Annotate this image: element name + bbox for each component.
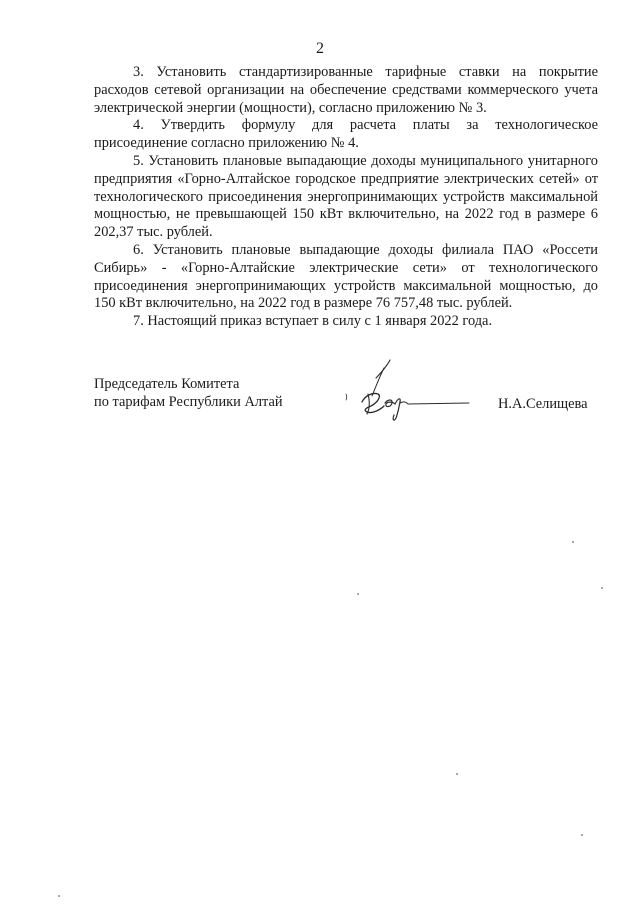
- signatory-position: [94, 375, 283, 411]
- paragraph-6: 6. Установить плановые выпадающие доходы филиала ПАО «Россети Сибирь» - «Горно-Алтайские электрические сети» от технологического присоединения энергопринимающих устройств максимальной мощностью, до 150 кВт включительно, на 2022 год в размере 76 757,48 тыс. рублей.: [94, 241, 598, 312]
- scan-speck: [581, 834, 583, 836]
- paragraph-4: 4. Утвердить формулу для расчета платы за технологическое присоединение согласно приложению № 4.: [94, 117, 598, 152]
- position-line-1: Председатель Комитета: [94, 376, 240, 392]
- signatory-name: Н.А.Селищева: [498, 396, 588, 412]
- page-number: 2: [316, 40, 324, 57]
- order-body: [94, 64, 598, 331]
- handwritten-signature: [332, 346, 482, 428]
- scan-speck: [572, 541, 574, 543]
- scan-speck: [601, 587, 603, 589]
- paragraph-7: 7. Настоящий приказ вступает в силу с 1 января 2022 года.: [133, 313, 493, 330]
- scan-speck: [58, 895, 60, 897]
- scan-speck: [357, 593, 359, 595]
- paragraph-5: 5. Установить плановые выпадающие доходы муниципального унитарного предприятия «Горно-Алтайское городское предприятие электрических сетей» от технологического присоединения энергопринимающих устройств максимальной мощностью, не превышающей 150 кВт включительно, на 2022 год в размере 6 202,37 тыс. рублей.: [94, 152, 598, 241]
- position-line-2: по тарифам Республики Алтай: [94, 394, 283, 410]
- paragraph-3: 3. Установить стандартизированные тарифные ставки на покрытие расходов сетевой организации на обеспечение средствами коммерческого учета электрической энергии (мощности), согласно приложению № 3.: [94, 64, 598, 116]
- scan-speck: [456, 773, 458, 775]
